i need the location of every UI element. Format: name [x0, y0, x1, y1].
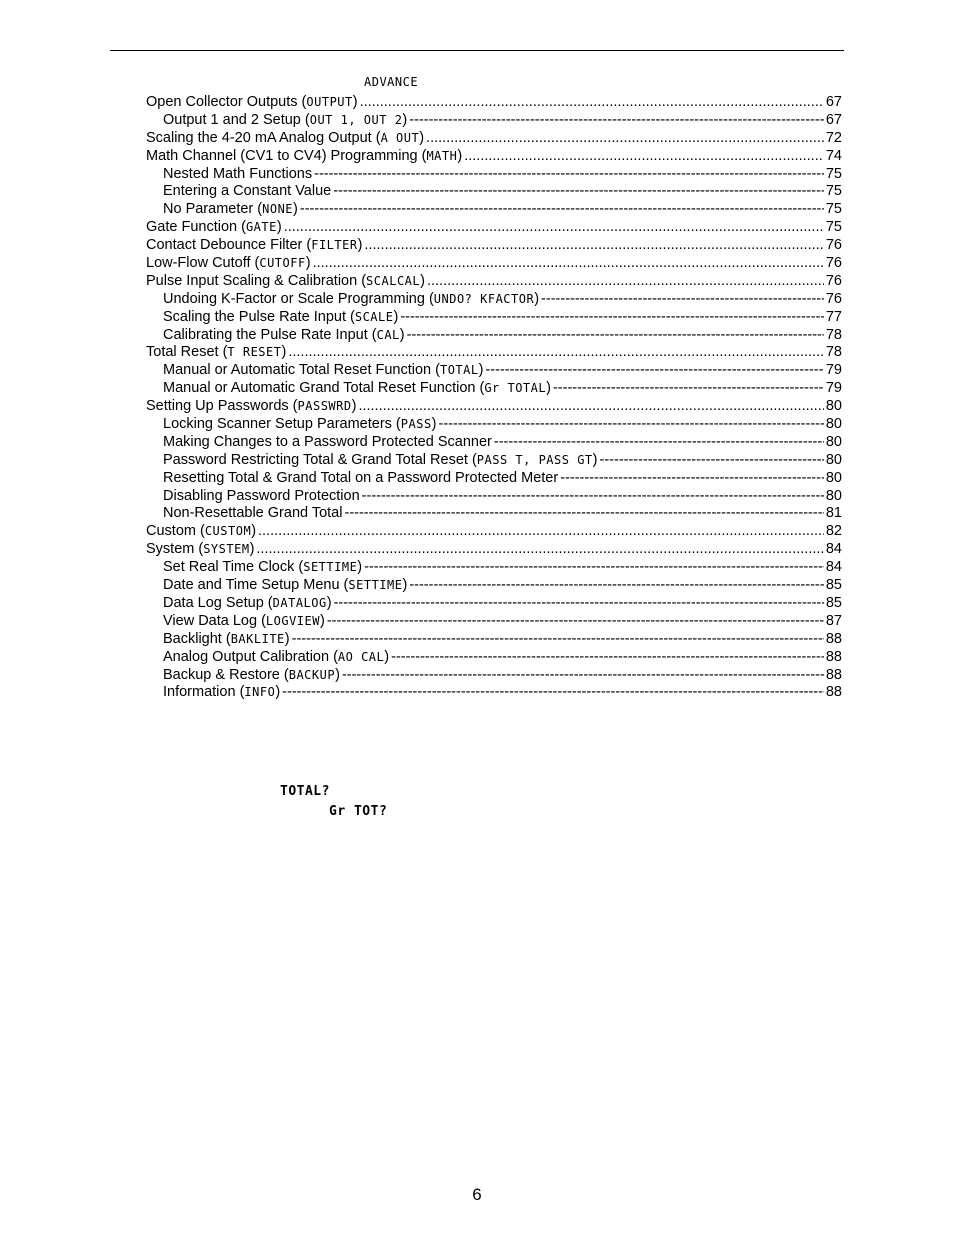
toc-entry-text-suffix: )	[546, 380, 551, 397]
orphan-lcd-total: TOTAL?	[280, 784, 330, 799]
toc-entry-title	[163, 416, 437, 434]
toc-entry-text-suffix: )	[357, 559, 363, 576]
toc-entry-text-suffix: )	[431, 416, 437, 433]
toc-page-number: 85	[825, 594, 842, 611]
toc-entry-lcd-code: OUTPUT	[306, 94, 353, 110]
toc-entry[interactable]	[146, 470, 842, 488]
toc-entry-title	[163, 452, 598, 470]
toc-entry-lcd-code: INFO	[244, 684, 276, 700]
toc-entry-text: Non-Resettable Grand Total	[163, 505, 343, 522]
toc-entry-text: Date and Time Setup Menu (	[163, 577, 349, 594]
toc-entry-text: Setting Up Passwords (	[146, 398, 298, 415]
toc-page-number: 79	[825, 362, 842, 379]
toc-entry-title	[163, 183, 331, 201]
table-of-contents	[146, 94, 842, 702]
toc-entry-text-suffix: )	[457, 147, 463, 164]
toc-leader	[407, 327, 824, 345]
toc-entry-title	[163, 380, 551, 398]
toc-entry[interactable]	[146, 94, 842, 112]
toc-entry-title	[163, 684, 280, 702]
toc-page-number: 88	[825, 630, 842, 647]
toc-page-number: 67	[825, 111, 842, 128]
toc-entry-lcd-code: OUT 1, OUT 2	[309, 112, 403, 128]
toc-entry-lcd-code: TOTAL	[439, 362, 479, 378]
toc-entry[interactable]	[146, 684, 842, 702]
toc-entry-text: Set Real Time Clock (	[163, 559, 304, 576]
toc-leader	[292, 631, 824, 649]
toc-entry[interactable]	[146, 362, 842, 380]
toc-page-number: 84	[825, 559, 842, 576]
toc-entry-text: Low-Flow Cutoff (	[146, 255, 260, 272]
toc-entry-text: Data Log Setup (	[163, 594, 273, 611]
toc-entry-text-suffix: )	[284, 630, 290, 647]
toc-page-number: 82	[825, 523, 842, 540]
toc-entry-text-suffix: )	[276, 219, 282, 236]
toc-page-number: 88	[825, 666, 842, 683]
toc-page-number: 79	[825, 380, 842, 397]
toc-page-number: 78	[825, 326, 842, 343]
toc-entry-text: Manual or Automatic Total Reset Function (	[163, 362, 440, 379]
toc-page-number: 80	[825, 416, 842, 433]
toc-entry-lcd-code: BAKLITE	[230, 631, 285, 647]
toc-page-number: 67	[825, 94, 842, 110]
toc-entry-lcd-code: AO CAL	[337, 649, 385, 664]
toc-leader	[282, 684, 824, 702]
toc-entry-text-suffix: )	[335, 666, 340, 683]
toc-entry[interactable]	[146, 577, 842, 595]
toc-entry-title	[163, 559, 362, 577]
toc-leader	[284, 219, 824, 237]
toc-entry-text-suffix: )	[384, 648, 390, 665]
toc-entry-text: Contact Debounce Filter (	[146, 237, 312, 254]
toc-entry-text-suffix: )	[534, 290, 540, 307]
toc-entry-lcd-code: PASSWRD	[297, 398, 352, 414]
toc-entry-text-suffix: )	[393, 308, 399, 325]
toc-entry-lcd-code: CUSTOM	[204, 523, 252, 539]
toc-page-number: 84	[825, 541, 842, 558]
toc-page-number: 80	[825, 451, 842, 468]
toc-entry-title	[163, 291, 539, 309]
toc-entry[interactable]	[146, 273, 842, 291]
toc-leader	[334, 595, 824, 613]
toc-entry-lcd-code: NONE	[262, 201, 294, 217]
toc-entry[interactable]	[146, 130, 842, 148]
toc-page-number: 87	[825, 612, 842, 629]
toc-leader	[258, 523, 824, 541]
toc-leader	[358, 398, 823, 416]
toc-entry-text: Math Channel (CV1 to CV4) Programming (	[146, 147, 427, 164]
toc-entry[interactable]	[146, 255, 842, 273]
toc-entry-text: Making Changes to a Password Protected Scanner	[163, 433, 492, 450]
toc-entry-text: Scaling the 4-20 mA Analog Output (	[146, 129, 381, 146]
toc-entry[interactable]	[146, 309, 842, 327]
toc-entry[interactable]	[146, 201, 842, 219]
toc-entry-title	[146, 94, 358, 112]
toc-entry[interactable]	[146, 452, 842, 470]
toc-entry[interactable]	[146, 416, 842, 434]
toc-entry-text: Analog Output Calibration (	[163, 648, 338, 665]
toc-entry[interactable]	[146, 505, 842, 523]
toc-leader	[600, 452, 824, 470]
toc-entry-title	[163, 505, 342, 523]
toc-entry-lcd-code: SETTIME	[348, 577, 403, 593]
toc-leader	[439, 416, 824, 434]
toc-entry-text: Resetting Total & Grand Total on a Password Protected Meter	[163, 469, 559, 486]
toc-entry-text-suffix: )	[251, 523, 257, 540]
toc-entry-lcd-code: SYSTEM	[203, 541, 250, 557]
toc-leader	[553, 380, 824, 398]
toc-entry-title	[163, 166, 312, 184]
toc-entry[interactable]	[146, 541, 842, 559]
toc-entry[interactable]	[146, 112, 842, 130]
toc-page-number: 75	[825, 165, 842, 182]
toc-entry-title	[146, 148, 462, 166]
toc-entry[interactable]	[146, 595, 842, 613]
toc-entry[interactable]	[146, 523, 842, 541]
toc-entry-title	[146, 219, 282, 237]
toc-leader	[314, 166, 824, 184]
toc-entry-text: Open Collector Outputs (	[146, 94, 307, 110]
toc-entry-text: Gate Function (	[146, 219, 246, 236]
toc-page-number: 75	[825, 219, 842, 236]
toc-entry-text: Calibrating the Pulse Rate Input (	[163, 326, 377, 343]
toc-leader	[364, 559, 824, 577]
toc-entry-text-suffix: )	[420, 272, 425, 289]
toc-entry-title	[163, 649, 389, 667]
toc-entry-title	[146, 541, 254, 559]
toc-entry-title	[163, 595, 332, 613]
toc-entry-title	[163, 470, 558, 488]
toc-entry-text: View Data Log (	[163, 612, 266, 629]
toc-entry[interactable]	[146, 291, 842, 309]
toc-entry[interactable]	[146, 327, 842, 345]
toc-entry-lcd-code: A OUT	[380, 130, 420, 146]
toc-entry-text-suffix: )	[592, 451, 598, 468]
toc-entry-text: Disabling Password Protection	[163, 487, 360, 504]
toc-entry[interactable]	[146, 166, 842, 184]
toc-entry-lcd-code: BACKUP	[288, 667, 336, 682]
toc-entry-text-suffix: )	[419, 129, 425, 146]
toc-entry-title	[163, 362, 483, 380]
toc-leader	[333, 183, 824, 201]
toc-entry[interactable]	[146, 183, 842, 201]
toc-page-number: 81	[825, 505, 842, 522]
toc-entry-text: Custom (	[146, 523, 205, 540]
toc-page-number: 76	[825, 255, 842, 272]
toc-entry[interactable]	[146, 613, 842, 631]
toc-leader	[360, 94, 824, 112]
toc-page-number: 80	[825, 398, 842, 415]
toc-entry-text-suffix: )	[402, 577, 408, 594]
toc-entry-lcd-code: SCALE	[354, 309, 394, 324]
toc-entry-text-suffix: )	[326, 594, 332, 611]
toc-entry-title	[163, 667, 340, 685]
toc-leader	[344, 505, 823, 523]
toc-entry-title	[163, 577, 407, 595]
header-lcd-label: ADVANCE	[364, 74, 419, 90]
toc-page-number: 80	[825, 487, 842, 504]
toc-leader	[313, 255, 824, 273]
toc-entry[interactable]	[146, 380, 842, 398]
toc-entry-text: Total Reset (	[146, 344, 228, 361]
toc-leader	[327, 613, 824, 631]
toc-entry-text: Entering a Constant Value	[163, 183, 332, 200]
toc-entry-title	[146, 255, 311, 273]
toc-page-number: 75	[825, 201, 842, 218]
toc-entry-lcd-code: SCALCAL	[366, 273, 421, 289]
toc-entry-title	[163, 488, 360, 506]
toc-entry-lcd-code: FILTER	[311, 237, 358, 253]
toc-leader	[300, 201, 824, 219]
toc-entry-title	[146, 344, 286, 362]
page-number: 6	[472, 1185, 482, 1204]
toc-entry[interactable]	[146, 434, 842, 452]
orphan-lcd-gr-tot: Gr TOT?	[329, 804, 388, 819]
toc-entry-text: No Parameter (	[163, 201, 263, 218]
toc-entry[interactable]	[146, 237, 842, 255]
toc-entry-text: Manual or Automatic Grand Total Reset Function (	[163, 380, 485, 397]
toc-entry-lcd-code: PASS T, PASS GT	[476, 452, 593, 468]
toc-entry-text-suffix: )	[305, 255, 311, 272]
toc-page-number: 88	[825, 684, 842, 701]
toc-entry-lcd-code: GATE	[245, 219, 277, 235]
toc-entry[interactable]	[146, 148, 842, 166]
toc-entry-text-suffix: )	[402, 111, 408, 128]
toc-entry-text: Backlight (	[163, 630, 231, 647]
toc-leader	[362, 488, 824, 506]
toc-entry-lcd-code: MATH	[426, 148, 458, 163]
toc-entry-lcd-code: LOGVIEW	[265, 613, 320, 629]
toc-entry-text: Password Restricting Total & Grand Total Reset (	[163, 451, 477, 468]
toc-leader	[494, 434, 824, 452]
toc-page-number: 80	[825, 469, 842, 486]
toc-entry[interactable]	[146, 649, 842, 667]
toc-leader	[256, 541, 823, 559]
toc-page-number: 76	[825, 290, 842, 307]
toc-entry-text: Scaling the Pulse Rate Input (	[163, 308, 355, 325]
toc-leader	[288, 344, 824, 362]
toc-page-number: 76	[825, 272, 842, 289]
toc-entry-lcd-code: CAL	[376, 327, 400, 342]
toc-entry-text-suffix: )	[319, 612, 325, 629]
toc-entry-text: Pulse Input Scaling & Calibration (	[146, 272, 367, 289]
toc-leader	[364, 237, 823, 255]
toc-page-number: 80	[825, 433, 842, 450]
toc-entry-title	[146, 398, 356, 416]
toc-leader	[426, 130, 824, 148]
toc-entry-title	[163, 434, 492, 452]
toc-page-number: 88	[825, 648, 842, 665]
toc-entry-lcd-code: CUTOFF	[259, 255, 306, 271]
toc-entry-text: Information (	[163, 684, 245, 701]
toc-leader	[427, 273, 824, 291]
toc-entry-title	[163, 327, 405, 345]
toc-entry-lcd-code: T RESET	[227, 345, 282, 360]
toc-leader	[541, 291, 824, 309]
toc-entry-text: Undoing K-Factor or Scale Programming (	[163, 290, 434, 307]
toc-entry[interactable]	[146, 219, 842, 237]
toc-entry-title	[146, 273, 425, 291]
toc-page-number: 76	[825, 237, 842, 254]
toc-entry[interactable]	[146, 631, 842, 649]
toc-entry-lcd-code: DATALOG	[272, 595, 327, 611]
toc-leader	[409, 577, 824, 595]
toc-entry-title	[163, 309, 398, 327]
toc-entry[interactable]	[146, 398, 842, 416]
toc-entry-lcd-code: SETTIME	[303, 559, 358, 575]
toc-entry-text-suffix: )	[357, 237, 363, 254]
toc-page-number: 75	[825, 183, 842, 200]
toc-entry[interactable]	[146, 488, 842, 506]
toc-leader	[560, 470, 824, 488]
toc-leader	[400, 309, 824, 327]
toc-leader	[464, 148, 824, 166]
toc-entry-text: Output 1 and 2 Setup (	[163, 111, 310, 128]
toc-entry-text: Locking Scanner Setup Parameters (	[163, 416, 401, 433]
toc-entry-text-suffix: )	[293, 201, 298, 218]
toc-entry-text: Backup & Restore (	[163, 666, 289, 683]
toc-entry-lcd-code: Gr TOTAL	[484, 380, 547, 396]
toc-entry-text-suffix: )	[351, 398, 357, 415]
toc-entry-title	[146, 130, 424, 148]
toc-page-number: 74	[825, 147, 842, 164]
toc-entry-title	[163, 201, 298, 219]
toc-leader	[342, 667, 824, 685]
toc-page-number: 77	[825, 308, 842, 325]
toc-entry-text-suffix: )	[352, 94, 358, 110]
toc-entry[interactable]	[146, 559, 842, 577]
toc-entry[interactable]	[146, 344, 842, 362]
toc-entry-text-suffix: )	[281, 344, 287, 361]
toc-leader	[391, 649, 824, 667]
toc-leader	[485, 362, 823, 380]
toc-entry-text-suffix: )	[249, 541, 255, 558]
top-rule	[110, 50, 844, 51]
toc-entry-title	[146, 237, 362, 255]
toc-entry-title	[163, 112, 407, 130]
toc-entry-title	[146, 523, 256, 541]
toc-entry-text: System (	[146, 541, 204, 558]
toc-entry-title	[163, 631, 290, 649]
toc-entry-text-suffix: )	[275, 684, 281, 701]
toc-entry-title	[163, 613, 325, 631]
toc-page-number: 78	[825, 344, 842, 361]
toc-entry[interactable]	[146, 667, 842, 685]
toc-entry-lcd-code: PASS	[400, 416, 432, 432]
toc-entry-lcd-code: UNDO? KFACTOR	[433, 291, 535, 307]
toc-leader	[409, 112, 824, 130]
toc-entry-text-suffix: )	[478, 362, 484, 379]
toc-entry-text: Nested Math Functions	[163, 165, 313, 182]
toc-entry-text-suffix: )	[399, 326, 405, 343]
toc-page-number: 85	[825, 577, 842, 594]
toc-page-number: 72	[825, 129, 842, 146]
